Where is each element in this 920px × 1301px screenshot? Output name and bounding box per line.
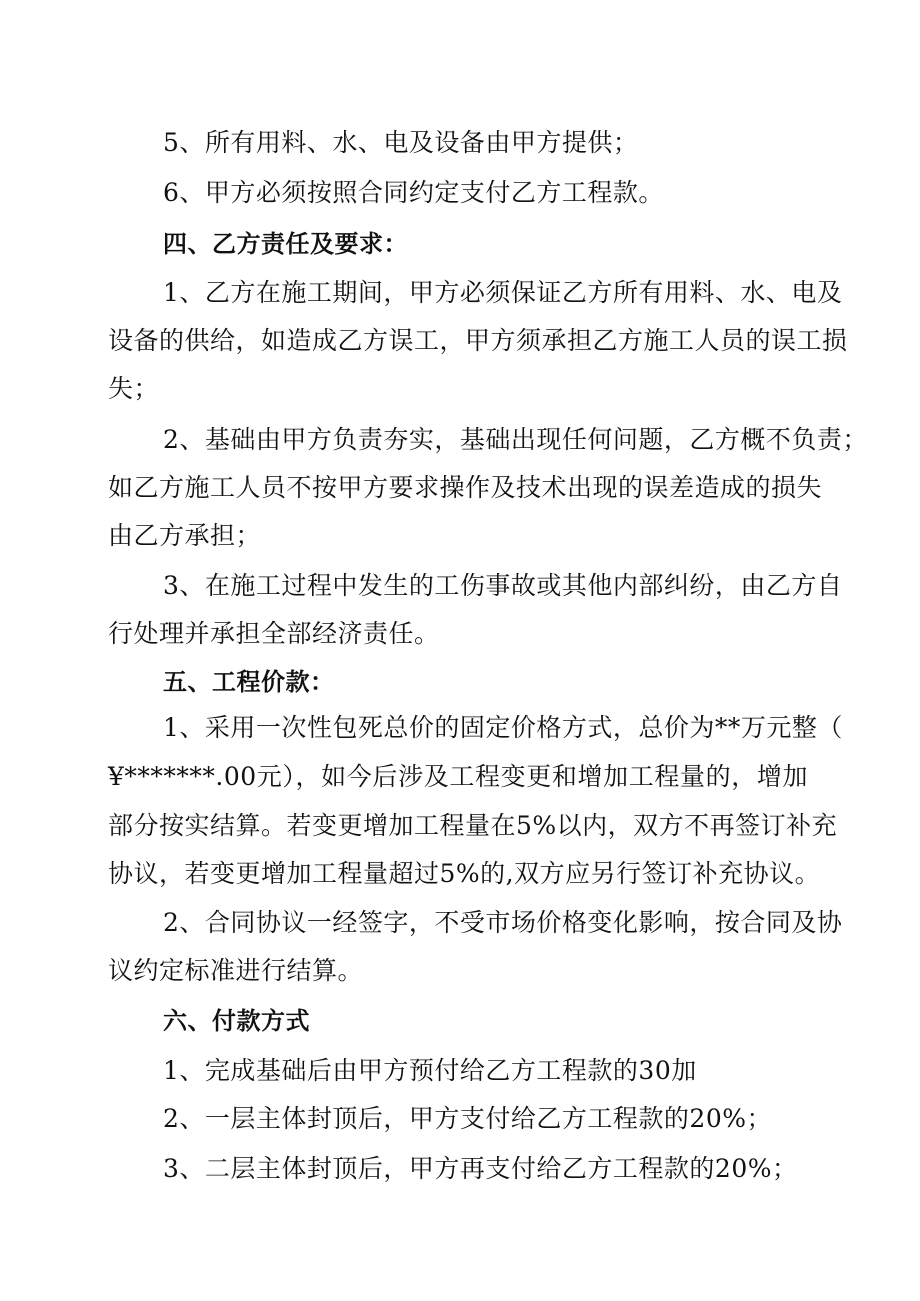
clause-4-item-1-line-1: 1、乙方在施工期间，甲方必须保证乙方所有用料、水、电及 <box>163 278 843 307</box>
clause-4-item-1-line-3: 失； <box>108 374 160 403</box>
clause-5-item-2-line-2: 议约定标准进行结算。 <box>108 956 364 985</box>
clause-4-item-2-line-2: 如乙方施工人员不按甲方要求操作及技术出现的误差造成的损失 <box>108 473 823 502</box>
clause-4-item-3-line-1: 3、在施工过程中发生的工伤事故或其他内部纠纷，由乙方自 <box>163 571 843 600</box>
clause-6-item-1: 1、完成基础后由甲方预付给乙方工程款的30加 <box>163 1056 697 1085</box>
section-6-heading: 六、付款方式 <box>163 1007 310 1035</box>
clause-5-item-1-line-4: 协议，若变更增加工程量超过5%的,双方应另行签订补充协议。 <box>108 859 821 888</box>
clause-4-item-1-line-2: 设备的供给，如造成乙方误工，甲方须承担乙方施工人员的误工损 <box>108 326 848 355</box>
clause-6-item-3: 3、二层主体封顶后，甲方再支付给乙方工程款的20%； <box>163 1154 798 1183</box>
clause-3-item-6: 6、甲方必须按照合同约定支付乙方工程款。 <box>163 178 664 207</box>
clause-3-item-5: 5、所有用料、水、电及设备由甲方提供； <box>163 128 639 157</box>
clause-5-item-1-line-2: ¥*******.00元），如今后涉及工程变更和增加工程量的，增加 <box>108 762 808 791</box>
clause-5-item-1-line-1: 1、采用一次性包死总价的固定价格方式，总价为**万元整（ <box>163 713 843 742</box>
clause-5-item-1-line-3: 部分按实结算。若变更增加工程量在5%以内，双方不再签订补充 <box>108 811 838 840</box>
clause-4-item-3-line-2: 行处理并承担全部经济责任。 <box>108 619 440 648</box>
clause-4-item-2-line-1: 2、基础由甲方负责夯实，基础出现任何问题，乙方概不负责； <box>163 425 868 454</box>
section-4-heading: 四、乙方责任及要求： <box>163 230 408 258</box>
clause-6-item-2: 2、一层主体封顶后，甲方支付给乙方工程款的20%； <box>163 1104 772 1133</box>
clause-5-item-2-line-1: 2、合同协议一经签字，不受市场价格变化影响，按合同及协 <box>163 908 843 937</box>
section-5-heading: 五、工程价款： <box>163 668 335 696</box>
clause-4-item-2-line-3: 由乙方承担； <box>108 521 262 550</box>
